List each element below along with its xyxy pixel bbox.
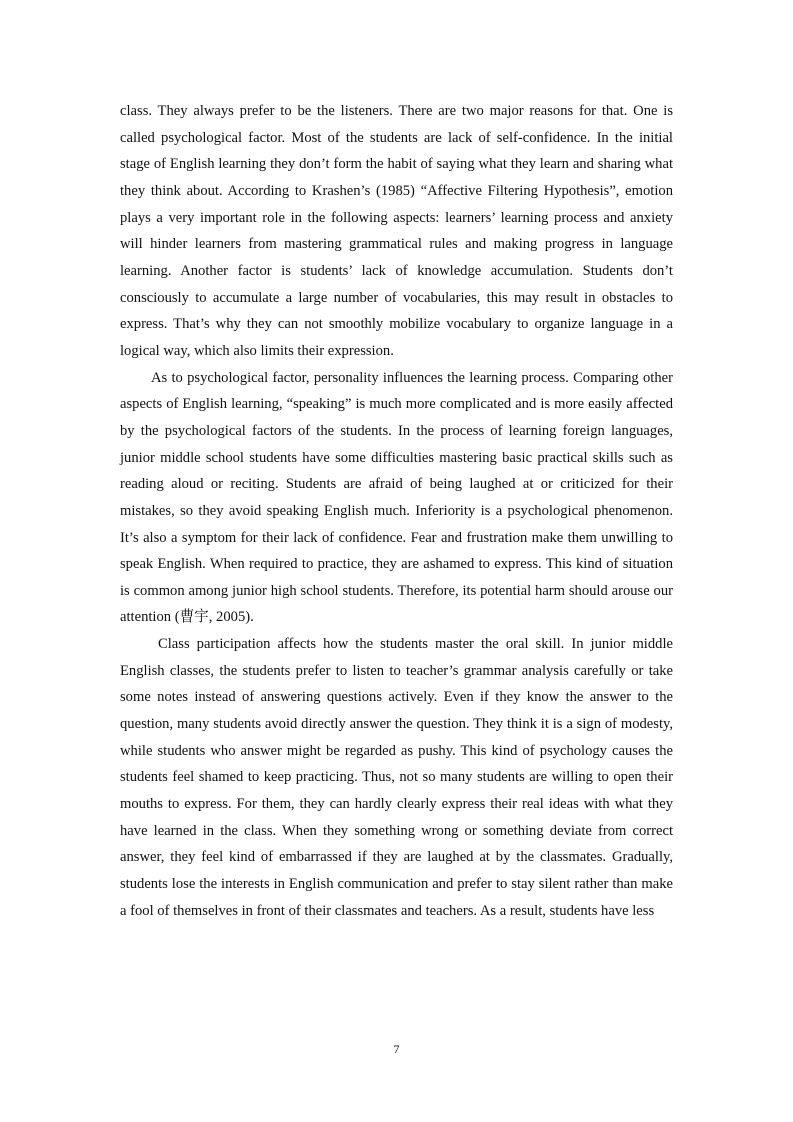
paragraph-continuation: class. They always prefer to be the listeners. There are two major reasons for that. One is called psychological factor. Most of the students are lack of self-confidence. In the initial stage of English learning they don’t form the habit of saying what they learn and sharing what they think about. According to Krashen’s (1985) “Affective Filtering Hypothesis”, emotion plays a very important role in the following aspects: learners’ learning process and anxiety will hinder learners from mastering grammatical rules and making progress in language learning. Another factor is students’ lack of knowledge accumulation. Students don’t consciously to accumulate a large number of vocabularies, this may result in obstacles to express. That’s why they can not smoothly mobilize vocabulary to organize language in a logical way, which also limits their expression. xyxy=(120,103,673,359)
body-text xyxy=(120,98,673,924)
paragraph-psychological-factor: As to psychological factor, personality influences the learning process. Comparing other aspects of English learning, “speaking” is much more complicated and is more easily affected by the psychological factors of the students. In the process of learning foreign languages, junior middle school students have some difficulties mastering basic practical skills such as reading aloud or reciting. Students are afraid of being laughed at or criticized for their mistakes, so they avoid speaking English much. Inferiority is a psychological phenomenon. It’s also a symptom for their lack of confidence. Fear and frustration make them unwilling to speak English. When required to practice, they are ashamed to express. This kind of situation is common among junior high school students. Therefore, its potential harm should arouse our attention (曹宇, 2005). xyxy=(120,369,673,626)
paragraph-class-participation: Class participation affects how the students master the oral skill. In junior middle English classes, the students prefer to listen to teacher’s grammar analysis carefully or take some notes instead of answering questions actively. Even if they know the answer to the question, many students avoid directly answer the question. They think it is a sign of modesty, while students who answer might be regarded as pushy. This kind of psychology causes the students feel shamed to keep practicing. Thus, not so many students are willing to open their mouths to express. For them, they can hardly clearly express their real ideas with what they have learned in the class. When they something wrong or something deviate from correct answer, they feel kind of embarrassed if they are laughed at by the classmates. Gradually, students lose the interests in English communication and prefer to stay silent rather than make a fool of themselves in front of their classmates and teachers. As a result, students have less xyxy=(120,636,673,919)
page-number: 7 xyxy=(393,1042,400,1056)
